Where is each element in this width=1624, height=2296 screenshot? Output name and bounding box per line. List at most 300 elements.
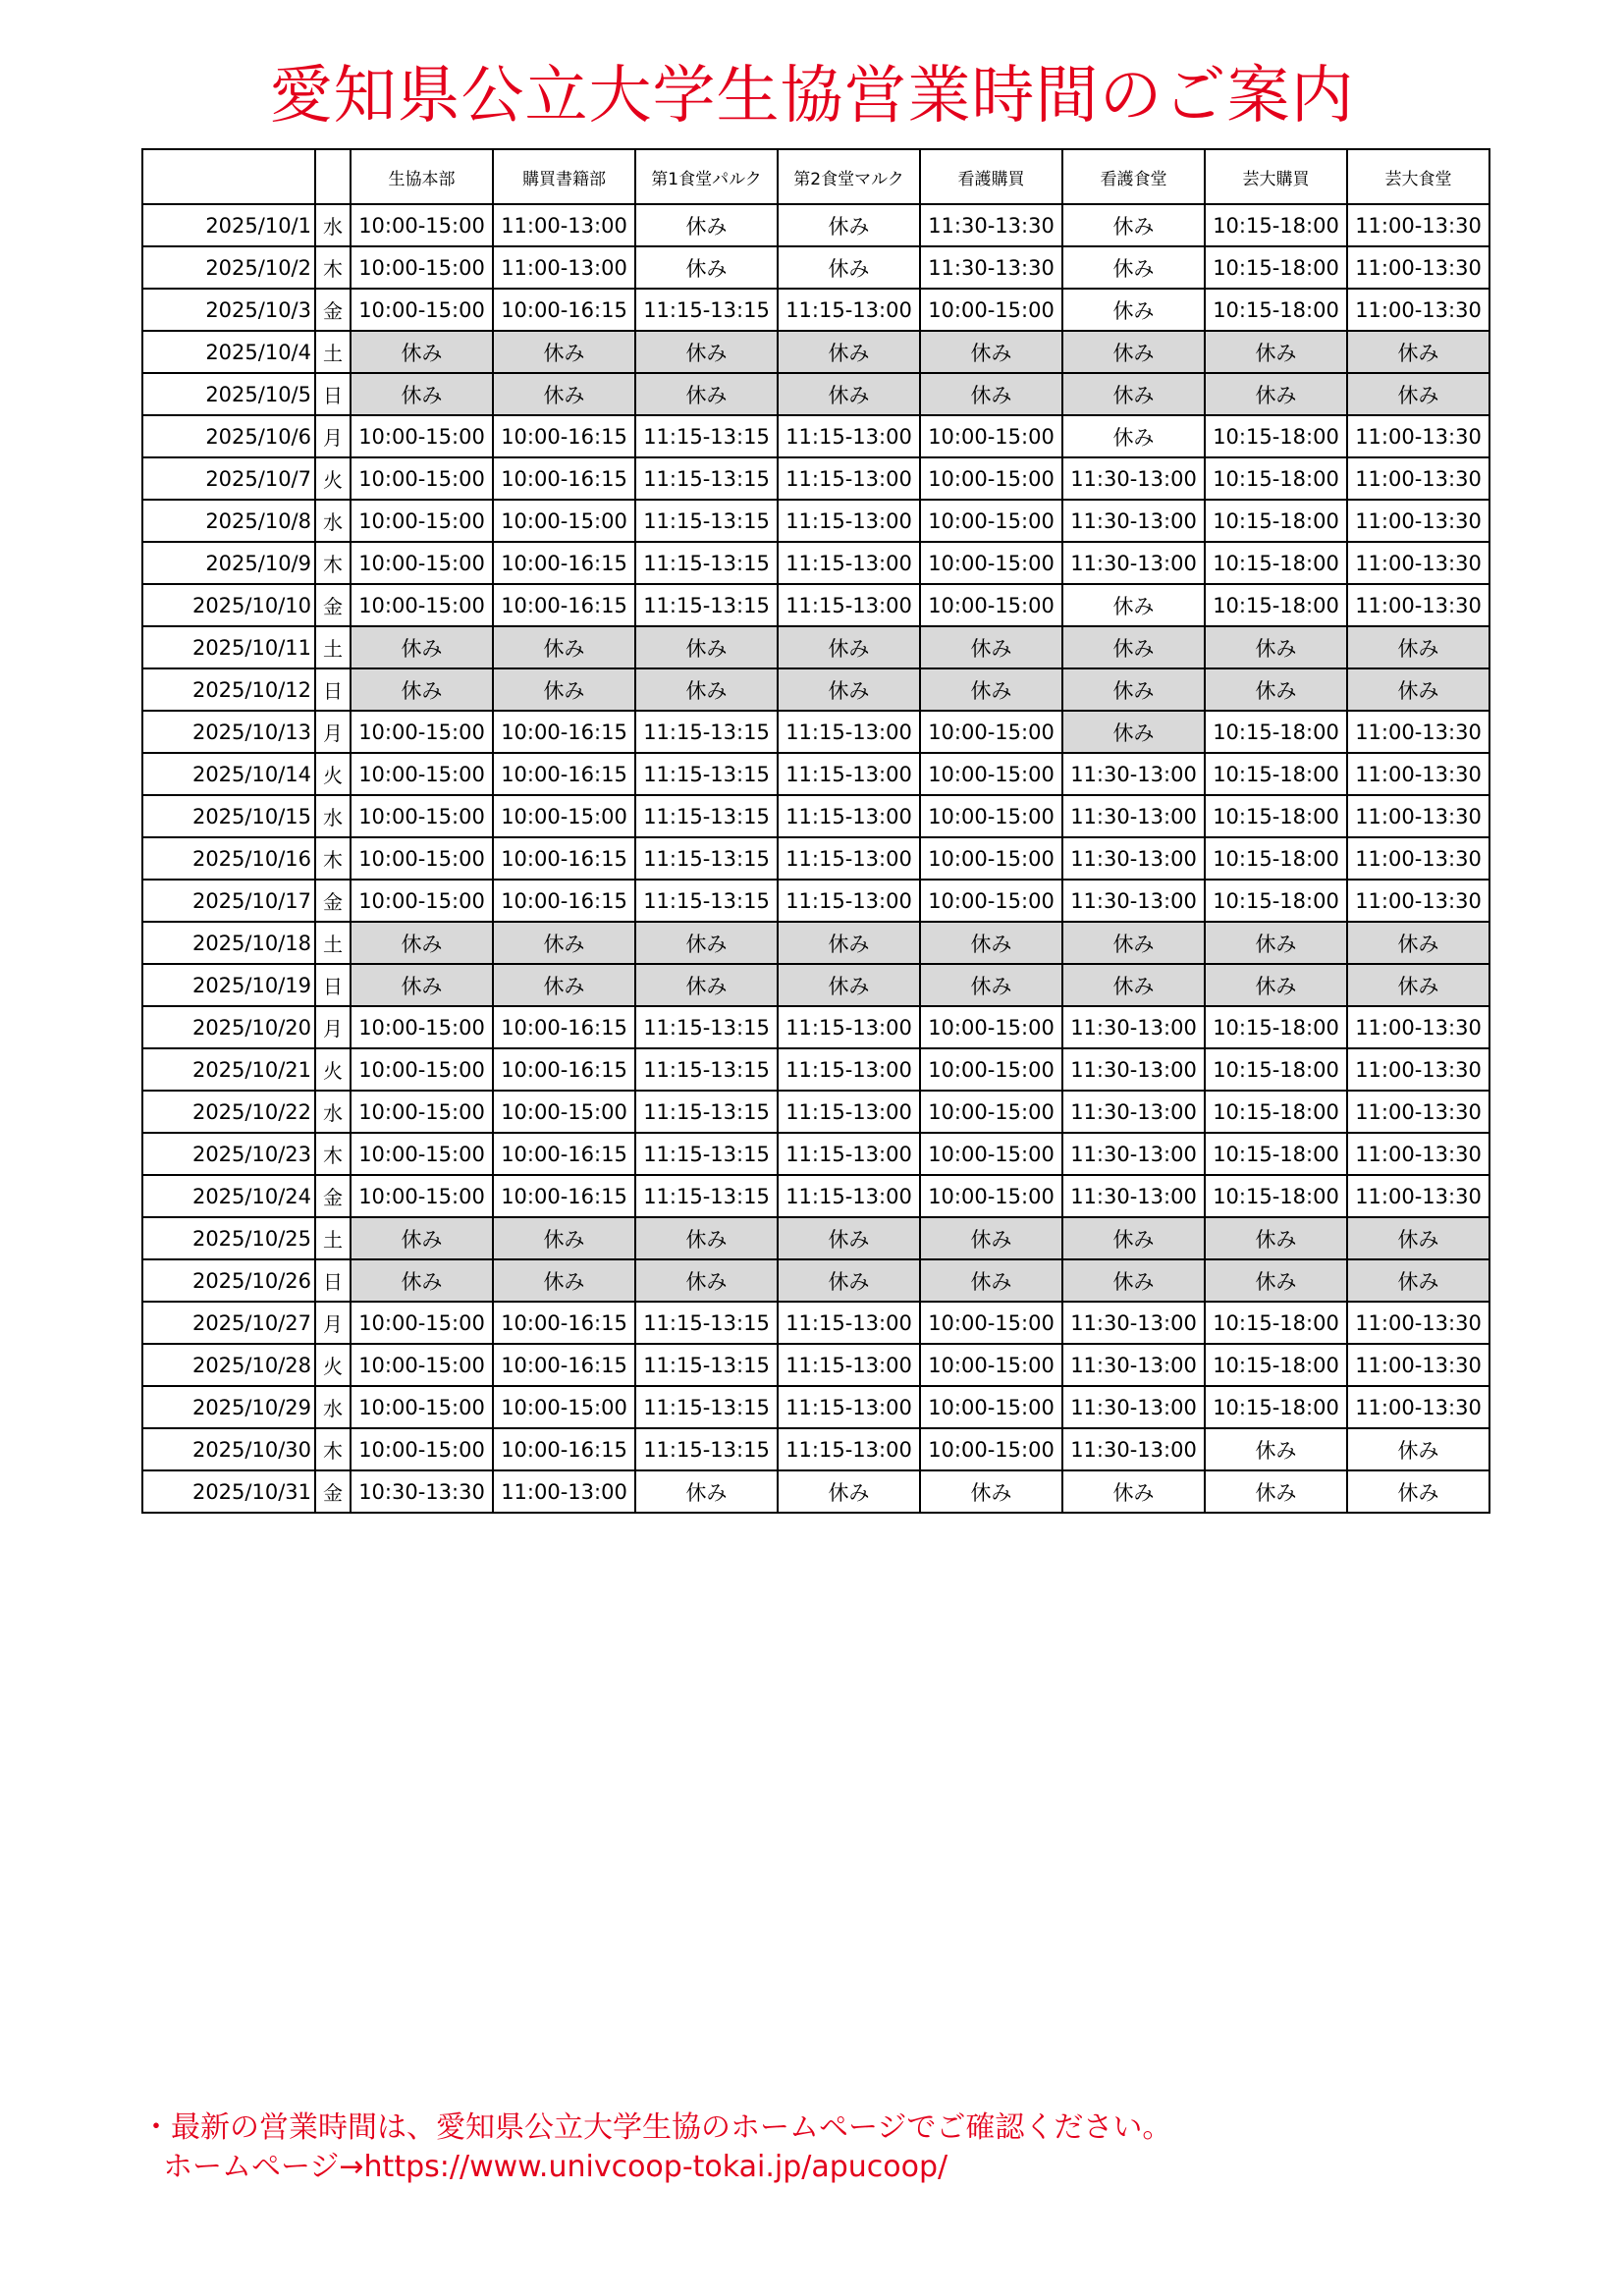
- header-arts-cafeteria: 芸大食堂: [1347, 149, 1489, 204]
- date-cell: 2025/10/4: [142, 331, 315, 373]
- hours-cell: 10:00-16:15: [493, 1133, 635, 1175]
- hours-cell: 休み: [1347, 964, 1489, 1006]
- hours-cell: 休み: [920, 922, 1062, 964]
- hours-cell: 10:00-15:00: [351, 500, 493, 542]
- hours-cell: 休み: [920, 1217, 1062, 1259]
- hours-cell: 10:00-15:00: [351, 753, 493, 795]
- hours-cell: 11:15-13:00: [778, 1175, 920, 1217]
- table-row: [142, 668, 1489, 711]
- table-row: [142, 1133, 1489, 1175]
- hours-cell: 11:00-13:30: [1347, 542, 1489, 584]
- hours-cell: 休み: [778, 331, 920, 373]
- hours-cell: 11:30-13:00: [1062, 1344, 1205, 1386]
- weekday-cell: 木: [315, 246, 351, 289]
- hours-cell: 休み: [778, 1259, 920, 1302]
- date-cell: 2025/10/11: [142, 626, 315, 668]
- hours-cell: 休み: [635, 331, 778, 373]
- hours-cell: 11:15-13:15: [635, 1006, 778, 1048]
- hours-cell: 11:15-13:15: [635, 500, 778, 542]
- table-row: [142, 1175, 1489, 1217]
- hours-cell: 11:00-13:30: [1347, 204, 1489, 246]
- hours-cell: 10:15-18:00: [1205, 753, 1347, 795]
- hours-cell: 10:00-15:00: [493, 795, 635, 837]
- hours-cell: 10:00-16:15: [493, 711, 635, 753]
- hours-cell: 10:00-15:00: [920, 584, 1062, 626]
- date-cell: 2025/10/6: [142, 415, 315, 457]
- hours-cell: 11:00-13:30: [1347, 457, 1489, 500]
- hours-cell: 10:00-15:00: [351, 1302, 493, 1344]
- hours-cell: 休み: [920, 964, 1062, 1006]
- hours-cell: 休み: [920, 668, 1062, 711]
- weekday-cell: 金: [315, 880, 351, 922]
- footer-note: [141, 2109, 1171, 2187]
- hours-cell: 休み: [493, 626, 635, 668]
- hours-cell: 11:15-13:15: [635, 1048, 778, 1091]
- hours-cell: 10:00-15:00: [351, 1048, 493, 1091]
- table-row: [142, 500, 1489, 542]
- hours-cell: 10:15-18:00: [1205, 1386, 1347, 1428]
- hours-cell: 休み: [351, 964, 493, 1006]
- hours-cell: 休み: [778, 964, 920, 1006]
- hours-cell: 11:15-13:15: [635, 584, 778, 626]
- hours-cell: 11:15-13:00: [778, 711, 920, 753]
- weekday-cell: 土: [315, 331, 351, 373]
- hours-cell: 休み: [351, 626, 493, 668]
- hours-cell: 10:15-18:00: [1205, 289, 1347, 331]
- hours-cell: 11:00-13:30: [1347, 795, 1489, 837]
- hours-cell: 10:00-15:00: [351, 415, 493, 457]
- weekday-cell: 土: [315, 1217, 351, 1259]
- hours-cell: 休み: [1062, 626, 1205, 668]
- hours-cell: 休み: [635, 1259, 778, 1302]
- table-row: [142, 1048, 1489, 1091]
- hours-cell: 休み: [635, 1217, 778, 1259]
- hours-cell: 10:00-15:00: [920, 1175, 1062, 1217]
- hours-cell: 10:00-16:15: [493, 289, 635, 331]
- hours-cell: 休み: [1347, 668, 1489, 711]
- hours-cell: 11:00-13:30: [1347, 289, 1489, 331]
- hours-cell: 11:00-13:30: [1347, 1175, 1489, 1217]
- weekday-cell: 木: [315, 837, 351, 880]
- date-cell: 2025/10/9: [142, 542, 315, 584]
- hours-cell: 10:15-18:00: [1205, 795, 1347, 837]
- hours-cell: 10:00-15:00: [920, 1006, 1062, 1048]
- hours-cell: 11:15-13:00: [778, 1048, 920, 1091]
- hours-cell: 10:30-13:30: [351, 1470, 493, 1513]
- hours-cell: 10:15-18:00: [1205, 880, 1347, 922]
- hours-cell: 10:00-15:00: [493, 1386, 635, 1428]
- table-row: [142, 964, 1489, 1006]
- hours-cell: 休み: [1347, 626, 1489, 668]
- weekday-cell: 木: [315, 1428, 351, 1470]
- date-cell: 2025/10/31: [142, 1470, 315, 1513]
- hours-cell: 休み: [778, 373, 920, 415]
- table-row: [142, 457, 1489, 500]
- weekday-cell: 月: [315, 1006, 351, 1048]
- schedule-table: [141, 148, 1490, 1514]
- hours-cell: 11:15-13:15: [635, 753, 778, 795]
- table-row: [142, 753, 1489, 795]
- hours-cell: 休み: [778, 246, 920, 289]
- header-cafeteria-2-marc: 第2食堂マルク: [778, 149, 920, 204]
- hours-cell: 11:15-13:15: [635, 711, 778, 753]
- weekday-cell: 日: [315, 964, 351, 1006]
- hours-cell: 10:00-15:00: [920, 289, 1062, 331]
- hours-cell: 11:15-13:15: [635, 1175, 778, 1217]
- hours-cell: 11:30-13:00: [1062, 1048, 1205, 1091]
- hours-cell: 11:15-13:00: [778, 1386, 920, 1428]
- hours-cell: 休み: [493, 964, 635, 1006]
- weekday-cell: 水: [315, 204, 351, 246]
- hours-cell: 10:00-16:15: [493, 1428, 635, 1470]
- date-cell: 2025/10/1: [142, 204, 315, 246]
- hours-cell: 11:30-13:30: [920, 204, 1062, 246]
- hours-cell: 休み: [1205, 1217, 1347, 1259]
- hours-cell: 11:00-13:30: [1347, 1133, 1489, 1175]
- hours-cell: 休み: [493, 373, 635, 415]
- weekday-cell: 火: [315, 1048, 351, 1091]
- hours-cell: 休み: [1062, 331, 1205, 373]
- hours-cell: 10:00-15:00: [920, 1428, 1062, 1470]
- table-row: [142, 415, 1489, 457]
- hours-cell: 11:15-13:00: [778, 457, 920, 500]
- hours-cell: 休み: [1347, 922, 1489, 964]
- hours-cell: 休み: [1062, 668, 1205, 711]
- header-date: [142, 149, 315, 204]
- hours-cell: 11:15-13:00: [778, 880, 920, 922]
- hours-cell: 11:15-13:00: [778, 1006, 920, 1048]
- hours-cell: 10:15-18:00: [1205, 1175, 1347, 1217]
- date-cell: 2025/10/2: [142, 246, 315, 289]
- hours-cell: 11:30-13:00: [1062, 1428, 1205, 1470]
- hours-cell: 10:00-16:15: [493, 457, 635, 500]
- hours-cell: 10:00-15:00: [920, 711, 1062, 753]
- table-row: [142, 880, 1489, 922]
- footer-homepage-url: ホームページ→https://www.univcoop-tokai.jp/apucoop/: [163, 2150, 948, 2184]
- hours-cell: 10:15-18:00: [1205, 1344, 1347, 1386]
- hours-cell: 11:30-13:30: [920, 246, 1062, 289]
- hours-cell: 休み: [493, 668, 635, 711]
- date-cell: 2025/10/22: [142, 1091, 315, 1133]
- table-row: [142, 373, 1489, 415]
- hours-cell: 10:00-15:00: [920, 753, 1062, 795]
- header-weekday: [315, 149, 351, 204]
- hours-cell: 休み: [1062, 964, 1205, 1006]
- hours-cell: 11:15-13:00: [778, 542, 920, 584]
- date-cell: 2025/10/20: [142, 1006, 315, 1048]
- hours-cell: 11:00-13:30: [1347, 1344, 1489, 1386]
- date-cell: 2025/10/8: [142, 500, 315, 542]
- hours-cell: 11:00-13:30: [1347, 500, 1489, 542]
- hours-cell: 休み: [778, 1470, 920, 1513]
- hours-cell: 11:00-13:30: [1347, 1006, 1489, 1048]
- hours-cell: 10:00-16:15: [493, 837, 635, 880]
- hours-cell: 10:00-15:00: [351, 457, 493, 500]
- date-cell: 2025/10/14: [142, 753, 315, 795]
- hours-cell: 休み: [1347, 1428, 1489, 1470]
- hours-cell: 休み: [635, 668, 778, 711]
- hours-cell: 11:15-13:15: [635, 542, 778, 584]
- hours-cell: 11:15-13:00: [778, 500, 920, 542]
- table-row: [142, 331, 1489, 373]
- hours-cell: 11:00-13:30: [1347, 837, 1489, 880]
- table-row: [142, 1006, 1489, 1048]
- weekday-cell: 火: [315, 1344, 351, 1386]
- hours-cell: 休み: [1205, 922, 1347, 964]
- hours-cell: 10:00-15:00: [920, 1386, 1062, 1428]
- hours-cell: 10:00-15:00: [351, 246, 493, 289]
- hours-cell: 11:00-13:00: [493, 204, 635, 246]
- hours-cell: 休み: [351, 1217, 493, 1259]
- weekday-cell: 金: [315, 1175, 351, 1217]
- header-cafeteria-1-parc: 第1食堂パルク: [635, 149, 778, 204]
- hours-cell: 10:00-15:00: [920, 1344, 1062, 1386]
- hours-cell: 10:15-18:00: [1205, 584, 1347, 626]
- hours-cell: 休み: [635, 246, 778, 289]
- date-cell: 2025/10/30: [142, 1428, 315, 1470]
- table-row: [142, 289, 1489, 331]
- hours-cell: 11:15-13:15: [635, 880, 778, 922]
- hours-cell: 10:00-15:00: [920, 1048, 1062, 1091]
- date-cell: 2025/10/25: [142, 1217, 315, 1259]
- header-coop-head-office: 生協本部: [351, 149, 493, 204]
- hours-cell: 10:15-18:00: [1205, 837, 1347, 880]
- hours-cell: 10:00-15:00: [351, 1133, 493, 1175]
- table-row: [142, 1259, 1489, 1302]
- hours-cell: 11:15-13:00: [778, 1133, 920, 1175]
- weekday-cell: 水: [315, 500, 351, 542]
- header-nursing-store: 看護購買: [920, 149, 1062, 204]
- hours-cell: 休み: [1062, 711, 1205, 753]
- hours-cell: 11:15-13:00: [778, 753, 920, 795]
- hours-cell: 10:00-15:00: [920, 500, 1062, 542]
- hours-cell: 11:00-13:30: [1347, 246, 1489, 289]
- hours-cell: 10:15-18:00: [1205, 1048, 1347, 1091]
- hours-cell: 休み: [493, 331, 635, 373]
- hours-cell: 休み: [778, 626, 920, 668]
- table-row: [142, 922, 1489, 964]
- hours-cell: 休み: [1347, 1470, 1489, 1513]
- hours-cell: 11:15-13:00: [778, 1428, 920, 1470]
- hours-cell: 休み: [1347, 331, 1489, 373]
- table-row: [142, 246, 1489, 289]
- hours-cell: 10:00-15:00: [351, 880, 493, 922]
- hours-cell: 休み: [635, 204, 778, 246]
- hours-cell: 休み: [1062, 246, 1205, 289]
- weekday-cell: 火: [315, 753, 351, 795]
- hours-cell: 11:00-13:30: [1347, 880, 1489, 922]
- hours-cell: 11:15-13:00: [778, 1344, 920, 1386]
- hours-cell: 10:00-15:00: [920, 415, 1062, 457]
- hours-cell: 休み: [778, 204, 920, 246]
- hours-cell: 10:00-16:15: [493, 1048, 635, 1091]
- hours-cell: 11:15-13:15: [635, 1133, 778, 1175]
- weekday-cell: 土: [315, 922, 351, 964]
- hours-cell: 休み: [635, 922, 778, 964]
- hours-cell: 休み: [493, 1259, 635, 1302]
- weekday-cell: 金: [315, 584, 351, 626]
- hours-cell: 11:15-13:15: [635, 837, 778, 880]
- hours-cell: 休み: [493, 1217, 635, 1259]
- header-nursing-cafeteria: 看護食堂: [1062, 149, 1205, 204]
- hours-cell: 10:00-15:00: [351, 837, 493, 880]
- hours-cell: 10:15-18:00: [1205, 246, 1347, 289]
- hours-cell: 休み: [778, 668, 920, 711]
- hours-cell: 10:00-16:15: [493, 1344, 635, 1386]
- hours-cell: 11:30-13:00: [1062, 457, 1205, 500]
- hours-cell: 11:30-13:00: [1062, 1133, 1205, 1175]
- weekday-cell: 木: [315, 1133, 351, 1175]
- hours-cell: 10:00-15:00: [351, 711, 493, 753]
- hours-cell: 10:00-15:00: [351, 542, 493, 584]
- hours-cell: 10:15-18:00: [1205, 204, 1347, 246]
- hours-cell: 10:15-18:00: [1205, 711, 1347, 753]
- hours-cell: 11:15-13:15: [635, 1428, 778, 1470]
- hours-cell: 10:00-15:00: [351, 1006, 493, 1048]
- hours-cell: 休み: [1205, 331, 1347, 373]
- hours-cell: 11:15-13:15: [635, 289, 778, 331]
- table-row: [142, 204, 1489, 246]
- table-row: [142, 1302, 1489, 1344]
- hours-cell: 休み: [1062, 584, 1205, 626]
- hours-cell: 10:00-15:00: [351, 1428, 493, 1470]
- hours-cell: 10:15-18:00: [1205, 500, 1347, 542]
- hours-cell: 休み: [1062, 1217, 1205, 1259]
- hours-cell: 11:00-13:00: [493, 246, 635, 289]
- table-row: [142, 1428, 1489, 1470]
- hours-cell: 11:15-13:15: [635, 415, 778, 457]
- hours-cell: 11:15-13:15: [635, 1302, 778, 1344]
- hours-cell: 10:00-16:15: [493, 415, 635, 457]
- weekday-cell: 火: [315, 457, 351, 500]
- hours-cell: 11:30-13:00: [1062, 542, 1205, 584]
- weekday-cell: 土: [315, 626, 351, 668]
- date-cell: 2025/10/23: [142, 1133, 315, 1175]
- table-row: [142, 711, 1489, 753]
- hours-cell: 休み: [920, 373, 1062, 415]
- date-cell: 2025/10/17: [142, 880, 315, 922]
- weekday-cell: 水: [315, 1091, 351, 1133]
- hours-cell: 10:00-16:15: [493, 1175, 635, 1217]
- hours-cell: 10:15-18:00: [1205, 457, 1347, 500]
- table-row: [142, 626, 1489, 668]
- hours-cell: 休み: [1205, 1470, 1347, 1513]
- hours-cell: 10:00-15:00: [920, 542, 1062, 584]
- hours-cell: 休み: [1205, 1259, 1347, 1302]
- hours-cell: 休み: [1062, 1259, 1205, 1302]
- hours-cell: 休み: [1062, 415, 1205, 457]
- hours-cell: 休み: [493, 922, 635, 964]
- hours-cell: 10:00-15:00: [920, 1302, 1062, 1344]
- hours-cell: 11:15-13:00: [778, 289, 920, 331]
- hours-cell: 休み: [920, 331, 1062, 373]
- hours-cell: 休み: [1062, 922, 1205, 964]
- hours-cell: 11:30-13:00: [1062, 837, 1205, 880]
- hours-cell: 休み: [778, 922, 920, 964]
- hours-cell: 休み: [1205, 626, 1347, 668]
- hours-cell: 休み: [1062, 373, 1205, 415]
- hours-cell: 休み: [635, 373, 778, 415]
- hours-cell: 11:15-13:00: [778, 837, 920, 880]
- hours-cell: 10:15-18:00: [1205, 1302, 1347, 1344]
- hours-cell: 11:00-13:30: [1347, 415, 1489, 457]
- date-cell: 2025/10/7: [142, 457, 315, 500]
- hours-cell: 11:15-13:15: [635, 795, 778, 837]
- hours-cell: 11:15-13:15: [635, 1344, 778, 1386]
- weekday-cell: 水: [315, 1386, 351, 1428]
- hours-cell: 11:00-13:30: [1347, 1091, 1489, 1133]
- hours-cell: 休み: [1205, 964, 1347, 1006]
- table-row: [142, 1091, 1489, 1133]
- hours-cell: 10:00-15:00: [351, 1091, 493, 1133]
- weekday-cell: 日: [315, 668, 351, 711]
- hours-cell: 11:30-13:00: [1062, 500, 1205, 542]
- hours-cell: 10:00-15:00: [920, 837, 1062, 880]
- weekday-cell: 水: [315, 795, 351, 837]
- hours-cell: 10:00-15:00: [351, 289, 493, 331]
- hours-cell: 11:00-13:30: [1347, 1386, 1489, 1428]
- date-cell: 2025/10/24: [142, 1175, 315, 1217]
- hours-cell: 11:30-13:00: [1062, 1175, 1205, 1217]
- hours-cell: 11:30-13:00: [1062, 753, 1205, 795]
- schedule-body: [142, 204, 1489, 1513]
- table-row: [142, 1386, 1489, 1428]
- hours-cell: 11:30-13:00: [1062, 1091, 1205, 1133]
- weekday-cell: 月: [315, 415, 351, 457]
- table-row: [142, 542, 1489, 584]
- hours-cell: 11:00-13:30: [1347, 1048, 1489, 1091]
- hours-cell: 11:00-13:30: [1347, 753, 1489, 795]
- hours-cell: 11:00-13:30: [1347, 711, 1489, 753]
- hours-cell: 11:30-13:00: [1062, 880, 1205, 922]
- hours-cell: 10:00-15:00: [920, 880, 1062, 922]
- weekday-cell: 日: [315, 1259, 351, 1302]
- date-cell: 2025/10/18: [142, 922, 315, 964]
- hours-cell: 11:15-13:00: [778, 584, 920, 626]
- table-row: [142, 1217, 1489, 1259]
- hours-cell: 休み: [1062, 204, 1205, 246]
- hours-cell: 10:15-18:00: [1205, 1133, 1347, 1175]
- hours-cell: 休み: [1062, 289, 1205, 331]
- hours-cell: 10:15-18:00: [1205, 542, 1347, 584]
- hours-cell: 休み: [1205, 373, 1347, 415]
- hours-cell: 休み: [351, 668, 493, 711]
- hours-cell: 10:15-18:00: [1205, 1006, 1347, 1048]
- hours-cell: 休み: [1205, 1428, 1347, 1470]
- date-cell: 2025/10/21: [142, 1048, 315, 1091]
- date-cell: 2025/10/27: [142, 1302, 315, 1344]
- hours-cell: 休み: [920, 1259, 1062, 1302]
- hours-cell: 休み: [1205, 668, 1347, 711]
- hours-cell: 休み: [635, 1470, 778, 1513]
- hours-cell: 休み: [1347, 1259, 1489, 1302]
- hours-cell: 10:00-16:15: [493, 880, 635, 922]
- hours-cell: 11:00-13:00: [493, 1470, 635, 1513]
- date-cell: 2025/10/26: [142, 1259, 315, 1302]
- date-cell: 2025/10/19: [142, 964, 315, 1006]
- hours-cell: 休み: [351, 373, 493, 415]
- hours-cell: 11:15-13:15: [635, 1091, 778, 1133]
- hours-cell: 休み: [635, 964, 778, 1006]
- hours-cell: 11:00-13:30: [1347, 1302, 1489, 1344]
- hours-cell: 休み: [351, 1259, 493, 1302]
- hours-cell: 10:00-15:00: [920, 457, 1062, 500]
- hours-cell: 11:15-13:00: [778, 415, 920, 457]
- date-cell: 2025/10/28: [142, 1344, 315, 1386]
- hours-cell: 10:00-16:15: [493, 584, 635, 626]
- hours-cell: 10:00-16:15: [493, 542, 635, 584]
- weekday-cell: 月: [315, 711, 351, 753]
